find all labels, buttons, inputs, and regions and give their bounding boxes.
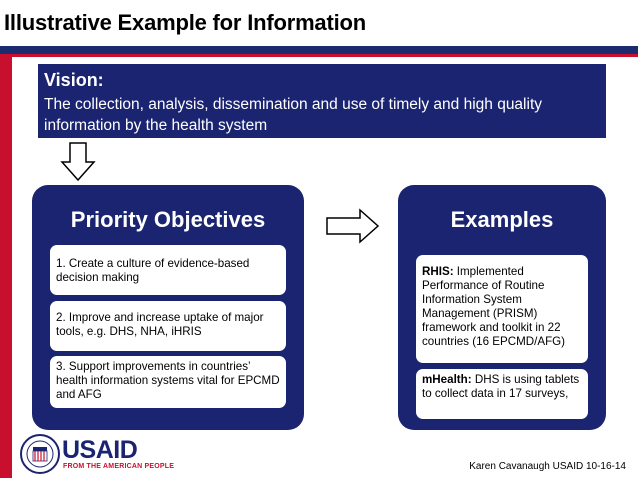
- priority-objectives-panel: [32, 185, 304, 430]
- objective-card-2: 2. Improve and increase uptake of major tools, e.g. DHS, NHA, iHRIS: [50, 301, 286, 351]
- title-divider-red: [0, 54, 638, 57]
- usaid-tagline: FROM THE AMERICAN PEOPLE: [63, 463, 175, 470]
- left-accent-stripe: [0, 57, 12, 478]
- example-label-mhealth: mHealth:: [422, 373, 472, 386]
- objective-card-1: 1. Create a culture of evidence-based decision making: [50, 245, 286, 295]
- example-card-mhealth: [416, 369, 588, 419]
- footer-credit: Karen Cavanaugh USAID 10-16-14: [469, 461, 626, 472]
- example-card-rhis: [416, 255, 588, 363]
- usaid-seal-icon: [20, 434, 60, 474]
- objective-card-3: 3. Support improvements in countries’ health information systems vital for EPCMD and AFG: [50, 356, 286, 408]
- usaid-logo-text: USAID: [62, 436, 138, 464]
- right-arrow-icon: [326, 208, 380, 244]
- vision-heading: Vision:: [44, 70, 104, 90]
- example-text-mhealth: DHS is using tablets to collect data in 17 surveys,: [422, 373, 580, 400]
- vision-box: [38, 64, 606, 138]
- example-text-rhis: Implemented Performance of Routine Information System Management (PRISM) framework and toolkit in 22 countries (16 EPCMD/AFG): [422, 265, 566, 348]
- title-divider-navy: [0, 46, 638, 54]
- example-label-rhis: RHIS:: [422, 265, 454, 278]
- vision-text: The collection, analysis, dissemination and use of timely and high quality information by the health system: [44, 96, 542, 134]
- priority-objectives-title: Priority Objectives: [70, 207, 266, 232]
- examples-panel: [398, 185, 606, 430]
- examples-title: Examples: [450, 207, 554, 232]
- down-arrow-icon: [60, 142, 96, 182]
- slide-title: Illustrative Example for Information: [4, 10, 366, 35]
